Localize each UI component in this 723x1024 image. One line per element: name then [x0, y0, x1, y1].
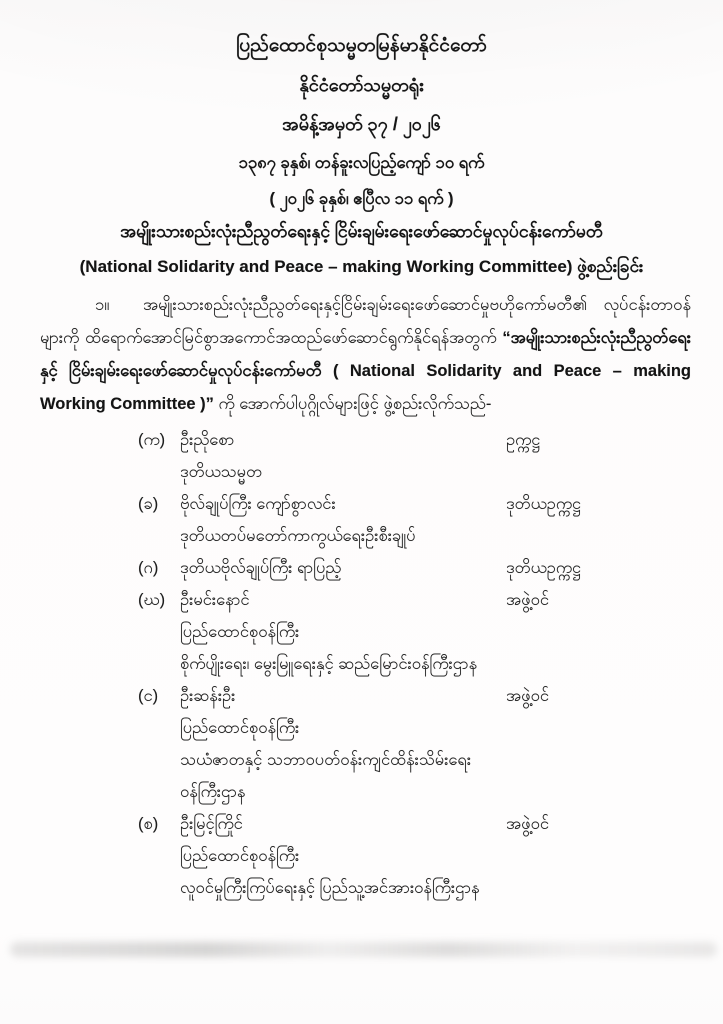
formation-paragraph [40, 289, 691, 421]
member-role: အဖွဲ့ဝင် [506, 687, 549, 705]
date-gregorian: ( ၂၀၂၆ ခုနှစ်၊ ဧပြီလ ၁၁ ရက် ) [269, 190, 454, 208]
member-role: အဖွဲ့ဝင် [506, 815, 549, 833]
member-role: အဖွဲ့ဝင် [506, 591, 549, 609]
member-line: ပြည်ထောင်စုဝန်ကြီး [180, 623, 300, 641]
member-line: ဒုတိယသမ္မတ [180, 463, 263, 481]
member-line: ဦးမင်းနောင် [180, 591, 250, 609]
member-line: ဦးမြင့်ကြိုင် [180, 815, 243, 833]
date-myanmar-calendar: ၁၃၈၇ ခုနှစ်၊ တန်ခူးလပြည့်ကျော် ၁၀ ရက် [238, 154, 485, 172]
document-header [0, 26, 723, 216]
subject-heading [0, 212, 723, 284]
member-row [138, 680, 700, 808]
member-details [180, 584, 510, 680]
order-number: အမိန့်အမှတ် ၃၇ / ၂၀၂၆ [282, 114, 441, 134]
member-line: ဦးညိုစော [180, 431, 235, 449]
member-marker: (ခ) [138, 495, 159, 513]
subject-line-english: (National Solidarity and Peace – making Working Committee) ဖွဲ့စည်းခြင်း [79, 257, 644, 276]
member-details [180, 552, 510, 584]
member-details [180, 808, 510, 904]
member-line: စိုက်ပျိုးရေး၊ မွေးမြူရေးနှင့် ဆည်မြောင်းဝန်ကြီးဌာန [180, 655, 478, 673]
member-row [138, 808, 700, 904]
member-row [138, 584, 700, 680]
member-details [180, 424, 510, 488]
member-line: လူဝင်မှုကြီးကြပ်ရေးနှင့် ပြည်သူ့အင်အားဝန်ကြီးဌာန [180, 879, 480, 897]
state-title: ပြည်ထောင်စုသမ္မတမြန်မာနိုင်ငံတော် [236, 35, 487, 56]
paragraph-number: ၁။ [95, 296, 110, 314]
paragraph-segment: ကို အောက်ပါပုဂ္ဂိုလ်များဖြင့် ဖွဲ့စည်းလိုက်သည်- [213, 395, 492, 413]
member-row [138, 552, 700, 584]
member-role: ဥက္ကဋ္ဌ [506, 431, 541, 449]
member-marker: (က) [138, 431, 166, 449]
scan-smudge-artifact [10, 942, 717, 957]
paragraph-segment-bold: “အမျိုးသားစည်းလုံးညီညွတ်ရေးနှင့် ငြိမ်းချမ်းရေးဖော်ဆောင်မှုလုပ်ငန်းကော်မတီ ( National Solidarity and Peace – making Working Committee )” [40, 329, 691, 413]
member-row [138, 488, 700, 552]
member-line: သယံဇာတနှင့် သဘာဝပတ်ဝန်းကျင်ထိန်းသိမ်းရေး [180, 751, 472, 769]
member-line: ဦးဆန်းဦး [180, 687, 236, 705]
member-line: ပြည်ထောင်စုဝန်ကြီး [180, 719, 300, 737]
office-title: နိုင်ငံတော်သမ္မတရုံး [299, 75, 424, 95]
member-role: ဒုတိယဥက္ကဋ္ဌ [506, 559, 581, 577]
member-details [180, 680, 510, 808]
member-line: ဒုတိယဗိုလ်ချုပ်ကြီး ရာပြည့် [180, 559, 342, 577]
member-details [180, 488, 510, 552]
member-line: ပြည်ထောင်စုဝန်ကြီး [180, 847, 300, 865]
member-line: ဝန်ကြီးဌာန [180, 783, 246, 801]
member-line: ဗိုလ်ချုပ်ကြီး ကျော်စွာလင်း [180, 495, 336, 513]
paragraph-segment: အမျိုးသားစည်းလုံးညီညွတ်ရေးနှင့်ငြိမ်းချမ်းရေးဖော်ဆောင်မှုဗဟိုကော်မတီ၏ လုပ်ငန်းတာဝန်များကို ထိရောက်အောင်မြင်စွာအကောင်အထည်ဖော်ဆောင်ရွက်နိုင်ရန်အတွက် [40, 296, 691, 347]
member-line: ဒုတိယတပ်မတော်ကာကွယ်ရေးဦးစီးချုပ် [180, 527, 416, 545]
subject-line-burmese: အမျိုးသားစည်းလုံးညီညွတ်ရေးနှင့် ငြိမ်းချမ်းရေးဖော်ဆောင်မှုလုပ်ငန်းကော်မတီ [120, 221, 603, 241]
member-row [138, 424, 700, 488]
members-list [138, 424, 700, 904]
member-marker: (ဃ) [138, 591, 166, 609]
member-marker: (င) [138, 687, 159, 705]
member-marker: (စ) [138, 815, 159, 833]
member-role: ဒုတိယဥက္ကဋ္ဌ [506, 495, 581, 513]
member-marker: (ဂ) [138, 559, 159, 577]
